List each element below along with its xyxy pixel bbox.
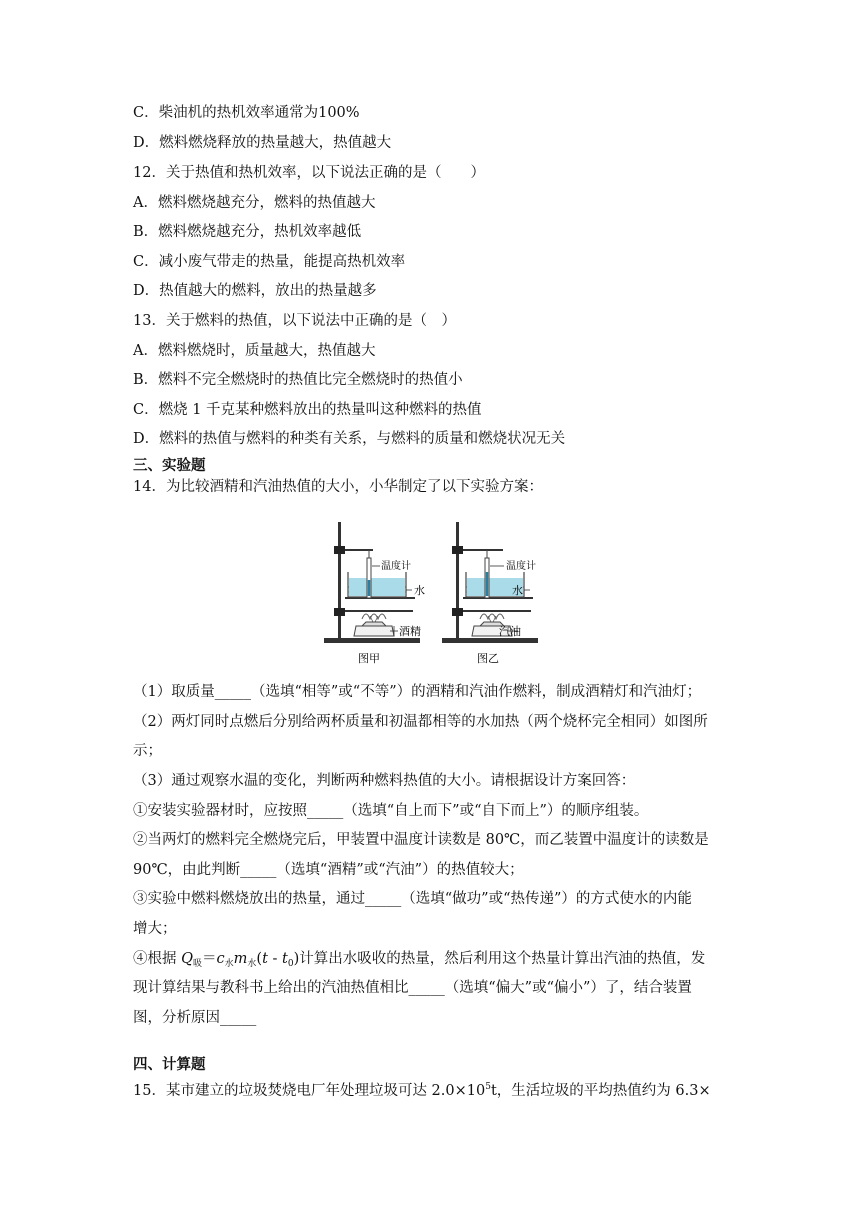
q14-step-4a — [133, 949, 705, 974]
apparatus-left — [324, 522, 425, 665]
q11-option-c: C．柴油机的热机效率通常为100% — [133, 105, 360, 121]
formula-minus: - — [267, 951, 283, 967]
formula-prefix: ④根据 — [133, 951, 182, 967]
q12-stem: 12．关于热值和热机效率，以下说法正确的是（ ） — [133, 165, 485, 181]
q12-option-d: D．热值越大的燃料，放出的热量越多 — [133, 283, 377, 299]
q14-part-1: （1）取质量_____（选填“相等”或“不等”）的酒精和汽油作燃料，制成酒精灯和汽油灯； — [133, 684, 702, 700]
q13-stem: 13．关于燃料的热值，以下说法中正确的是（ ） — [133, 313, 456, 329]
q15-text-b: t，生活垃圾的平均热值约为 6.3× — [490, 1083, 711, 1099]
q15-text-a: 15．某市建立的垃圾焚烧电厂年处理垃圾可达 2.0×10 — [133, 1083, 486, 1099]
q14-step-4b: 现计算结果与教科书上给出的汽油热值相比_____（选填“偏大”或“偏小”）了，结合装置 — [133, 980, 692, 996]
formula-paren-open: ( — [256, 951, 263, 967]
section-heading-experiment: 三、实验题 — [133, 458, 206, 474]
fuel-label-left: 酒精 — [399, 625, 421, 638]
q14-step-2a: ②当两灯的燃料完全燃烧完后，甲装置中温度计读数是 80℃，而乙装置中温度计的读数是 — [133, 832, 709, 848]
q15-exponent: 5 — [485, 1082, 491, 1092]
q14-part-2b: 示； — [133, 743, 162, 759]
q13-option-c: C．燃烧 1 千克某种燃料放出的热量叫这种燃料的热值 — [133, 402, 482, 418]
experiment-figure — [322, 520, 552, 668]
q14-step-2b: 90℃，由此判断_____（选填“酒精”或“汽油”）的热值较大； — [133, 862, 524, 878]
formula-q-sub: 吸 — [193, 959, 203, 969]
thermometer-label-left: 温度计 — [381, 561, 411, 572]
thermometer-label-right: 温度计 — [506, 561, 536, 572]
q14-step-3b: 增大； — [133, 921, 177, 937]
formula-c-sub: 水 — [224, 959, 234, 969]
q12-option-b: B．燃料燃烧越充分，热机效率越低 — [133, 224, 362, 240]
formula-t0: t — [282, 951, 288, 967]
apparatus-right — [442, 522, 538, 665]
water-label-right: 水 — [512, 584, 523, 597]
q13-option-d: D．燃料的热值与燃料的种类有关系，与燃料的质量和燃烧状况无关 — [133, 431, 566, 447]
formula-m-sub: 水 — [247, 959, 257, 969]
caption-right: 图乙 — [477, 652, 499, 665]
formula-paren-close: ) — [293, 951, 300, 967]
q14-part-2a: （2）两灯同时点燃后分别给两杯质量和初温都相等的水加热（两个烧杯完全相同）如图所 — [133, 714, 708, 730]
caption-left: 图甲 — [358, 652, 380, 665]
q14-stem: 14．为比较酒精和汽油热值的大小，小华制定了以下实验方案： — [133, 479, 543, 495]
formula-q: Q — [181, 951, 193, 967]
formula-c: c — [216, 951, 225, 967]
water-label-left: 水 — [414, 584, 425, 597]
q15-stem — [133, 1077, 711, 1101]
formula-m: m — [233, 951, 248, 967]
section-heading-calculation: 四、计算题 — [133, 1057, 206, 1073]
q13-option-a: A．燃料燃烧时，质量越大，热值越大 — [133, 343, 376, 359]
q12-option-c: C．减小废气带走的热量，能提高热机效率 — [133, 254, 406, 270]
q12-option-a: A．燃料燃烧越充分，燃料的热值越大 — [133, 195, 376, 211]
q11-option-d: D．燃料燃烧释放的热量越大，热值越大 — [133, 135, 392, 151]
q14-step-1: ①安装实验器材时，应按照_____（选填“自上而下”或“自下而上”）的顺序组装。 — [133, 803, 649, 819]
q14-step-4a-rest: 计算出水吸收的热量，然后利用这个热量计算出汽油的热值，发 — [299, 951, 706, 967]
q14-part-3: （3）通过观察水温的变化，判断两种燃料热值的大小。请根据设计方案回答： — [133, 773, 636, 789]
formula-t: t — [262, 951, 268, 967]
formula-equals: ＝ — [202, 951, 217, 967]
formula-t0-sub: 0 — [287, 959, 294, 969]
q14-step-3a: ③实验中燃料燃烧放出的热量，通过_____（选填“做功”或“热传递”）的方式使水的内能 — [133, 891, 692, 907]
q13-option-b: B．燃料不完全燃烧时的热值比完全燃烧时的热值小 — [133, 372, 463, 388]
q14-step-4c: 图，分析原因_____ — [133, 1010, 257, 1026]
fuel-label-right: 汽油 — [499, 625, 521, 638]
